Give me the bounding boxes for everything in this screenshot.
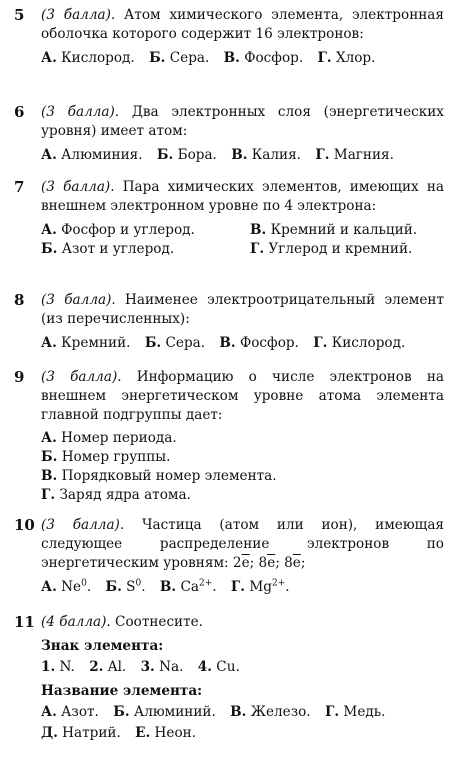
question-number: 5 (14, 6, 25, 24)
answer-option-v[interactable]: В. Калия. (231, 147, 301, 163)
question-stem (41, 6, 444, 44)
question-number: 6 (14, 103, 25, 121)
name-item[interactable]: Б. Алюминий. (113, 704, 216, 720)
question-stem (41, 368, 444, 425)
sign-item[interactable]: 3. Na. (140, 659, 184, 675)
question-number: 9 (14, 368, 25, 386)
question-8 (14, 291, 444, 353)
question-stem (41, 103, 444, 141)
sign-item[interactable]: 1. N. (41, 659, 75, 675)
answer-option-b[interactable]: Б. Номер группы. (41, 449, 171, 465)
name-item[interactable]: В. Железо. (230, 704, 311, 720)
answer-option-v[interactable]: В. Кремний и кальций. (250, 222, 418, 238)
answer-option-b[interactable]: Б. $S^0$. (105, 578, 146, 595)
sign-item[interactable]: 4. Cu. (197, 659, 240, 675)
question-stem (41, 178, 444, 216)
question-9 (14, 368, 444, 505)
name-item[interactable]: Д. Натрий. (41, 725, 121, 741)
answer-option-a[interactable]: А. Алюминия. (41, 147, 143, 163)
name-list (41, 724, 444, 743)
answer-option-g[interactable]: Г. $Mg^{2+}$. (230, 578, 290, 595)
question-7 (14, 178, 444, 259)
name-header: Название элемента: (41, 683, 203, 699)
answer-option-b[interactable]: Б. Бора. (156, 147, 217, 163)
question-10 (14, 516, 444, 597)
question-text: . Соотнесите. (106, 614, 204, 630)
answer-option-b[interactable]: Б. Сера. (144, 335, 206, 351)
points-label: (3 балла) (41, 292, 112, 308)
question-5 (14, 6, 444, 68)
answer-option-g[interactable]: Г. Заряд ядра атома. (41, 487, 191, 503)
question-number: 10 (14, 516, 35, 534)
question-number: 8 (14, 291, 25, 309)
points-label: (3 балла) (41, 104, 115, 120)
question-text: . Наименее электроотрицательный элемент (из перечисленных): (41, 292, 444, 327)
answer-option-g[interactable]: Г. Магния. (315, 147, 394, 163)
answer-options (41, 221, 444, 259)
answer-option-b[interactable]: Б. Азот и углерод. (41, 241, 175, 257)
name-item[interactable]: Г. Медь. (324, 704, 386, 720)
question-11 (14, 613, 444, 743)
question-text: . Пара химических элементов, имеющих на внешнем электронном уровне по 4 электрона: (41, 179, 444, 214)
question-text: . Частица (атом или ион), имеющая следующее распределение электронов по энергетическим уровням: (41, 517, 444, 571)
answer-option-a[interactable]: А. Ne$^0$. (41, 578, 92, 595)
question-stem (41, 516, 444, 573)
answer-option-g[interactable]: Г. Углерод и кремний. (250, 241, 413, 257)
sign-header: Знак элемента: (41, 638, 164, 654)
answer-option-b[interactable]: Б. Сера. (149, 50, 210, 66)
answer-options (41, 146, 444, 165)
points-label: (4 балла) (41, 614, 107, 630)
answer-options (41, 578, 444, 597)
question-text: . Два электронных слоя (энергетических уровня) имеет атом: (41, 104, 444, 139)
question-text: . Информацию о числе электронов на внешнем энергетическом уровне атома элемента главной подгруппы дает: (41, 369, 444, 423)
name-item[interactable]: Е. Неон. (135, 725, 197, 741)
answer-option-g[interactable]: Г. Кислород. (313, 335, 406, 351)
answer-option-v[interactable]: В. Фосфор. (223, 50, 304, 66)
answer-option-v[interactable]: В. $Ca^{2+}$. (159, 578, 217, 595)
electron-formula: $2\overline{e}$; $8\overline{e}$; $8\overline{e}$; (232, 555, 306, 571)
answer-option-a[interactable]: А. Кремний. (41, 335, 131, 351)
points-label: (3 балла) (41, 517, 120, 533)
answer-option-a[interactable]: А. Кислород. (41, 50, 135, 66)
sign-list (41, 658, 444, 677)
question-number: 11 (14, 613, 35, 631)
sign-item[interactable]: 2. Al. (89, 659, 127, 675)
answer-options (41, 49, 444, 68)
name-list (41, 703, 444, 722)
answer-options (41, 429, 444, 505)
points-label: (3 балла) (41, 7, 111, 23)
answer-option-a[interactable]: А. Номер периода. (41, 430, 177, 446)
question-text: . Атом химического элемента, электронная оболочка которого содержит 16 электронов: (41, 7, 444, 42)
points-label: (3 балла) (41, 179, 111, 195)
answer-option-v[interactable]: В. Порядковый номер элемента. (41, 468, 277, 484)
question-number: 7 (14, 178, 25, 196)
answer-option-a[interactable]: А. Фосфор и углерод. (41, 222, 195, 238)
answer-option-v[interactable]: В. Фосфор. (219, 335, 299, 351)
answer-option-g[interactable]: Г. Хлор. (317, 50, 376, 66)
question-6 (14, 103, 444, 165)
answer-options (41, 334, 444, 353)
name-item[interactable]: А. Азот. (41, 704, 99, 720)
question-stem (41, 291, 444, 329)
points-label: (3 балла) (41, 369, 118, 385)
question-stem (41, 613, 444, 632)
